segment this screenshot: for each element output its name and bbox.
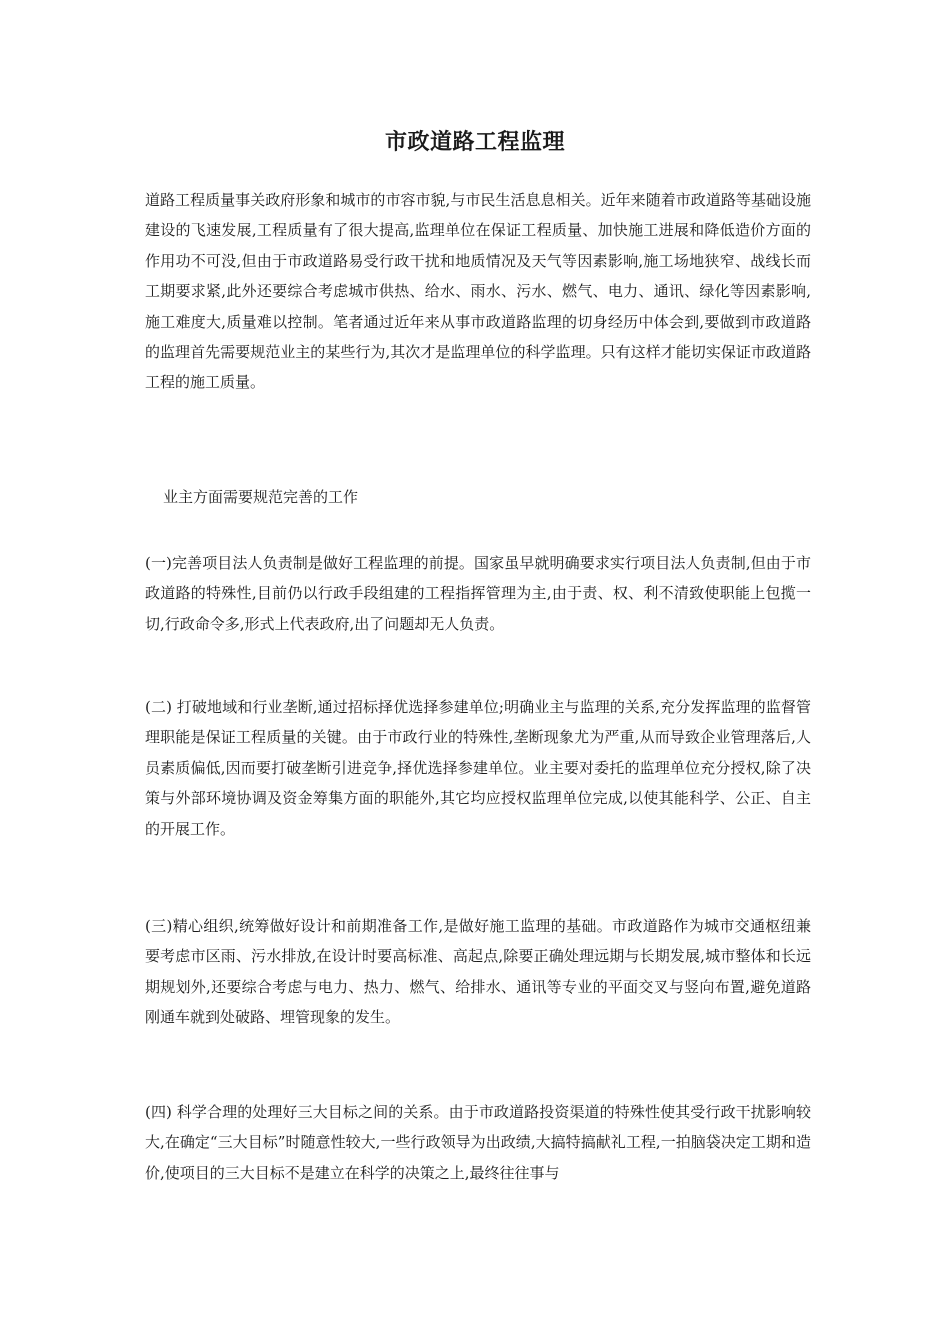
paragraph-item-three: (三)精心组织,统筹做好设计和前期准备工作,是做好施工监理的基础。市政道路作为城市交通枢纽兼要考虑市区雨、污水排放,在设计时要高标准、高起点,除要正确处理远期与长期发展,城市整体和长远期规划外,还要综合考虑与电力、热力、燃气、给排水、通讯等专业的平面交叉与竖向布置,避免道路刚通车就到处破路、埋管现象的发生。 — [145, 917, 811, 1027]
paragraph-item-one: (一)完善项目法人负责制是做好工程监理的前提。国家虽早就明确要求实行项目法人负责制,但由于市政道路的特殊性,目前仍以行政手段组建的工程指挥管理为主,由于责、权、利不清致使职能上包揽一切,行政命令多,形式上代表政府,出了问题却无人负责。 — [145, 554, 811, 633]
section-heading: 业主方面需要规范完善的工作 — [163, 488, 359, 506]
paragraph-item-four: (四) 科学合理的处理好三大目标之间的关系。由于市政道路投资渠道的特殊性使其受行政干扰影响较大,在确定“三大目标”时随意性较大,一些行政领导为出政绩,大搞特搞献礼工程,一拍脑袋决定工期和造价,使项目的三大目标不是建立在科学的决策之上,最终往往事与 — [145, 1103, 811, 1182]
paragraph-item-two: (二) 打破地域和行业垄断,通过招标择优选择参建单位;明确业主与监理的关系,充分发挥监理的监督管理职能是保证工程质量的关键。由于市政行业的特殊性,垄断现象尤为严重,从而导致企业管理落后,人员素质偏低,因而要打破垄断引进竞争,择优选择参建单位。业主要对委托的监理单位充分授权,除了决策与外部环境协调及资金筹集方面的职能外,其它均应授权监理单位完成,以使其能科学、公正、自主的开展工作。 — [145, 698, 811, 838]
document-title: 市政道路工程监理 — [384, 129, 565, 155]
intro-paragraph: 道路工程质量事关政府形象和城市的市容市貌,与市民生活息息相关。近年来随着市政道路等基础设施建设的飞速发展,工程质量有了很大提高,监理单位在保证工程质量、加快施工进展和降低造价方面的作用功不可没,但由于市政道路易受行政干扰和地质情况及天气等因素影响,施工场地狭窄、战线长而工期要求紧,此外还要综合考虑城市供热、给水、雨水、污水、燃气、电力、通讯、绿化等因素影响,施工难度大,质量难以控制。笔者通过近年来从事市政道路监理的切身经历中体会到,要做到市政道路的监理首先需要规范业主的某些行为,其次才是监理单位的科学监理。只有这样才能切实保证市政道路工程的施工质量。 — [145, 191, 811, 392]
